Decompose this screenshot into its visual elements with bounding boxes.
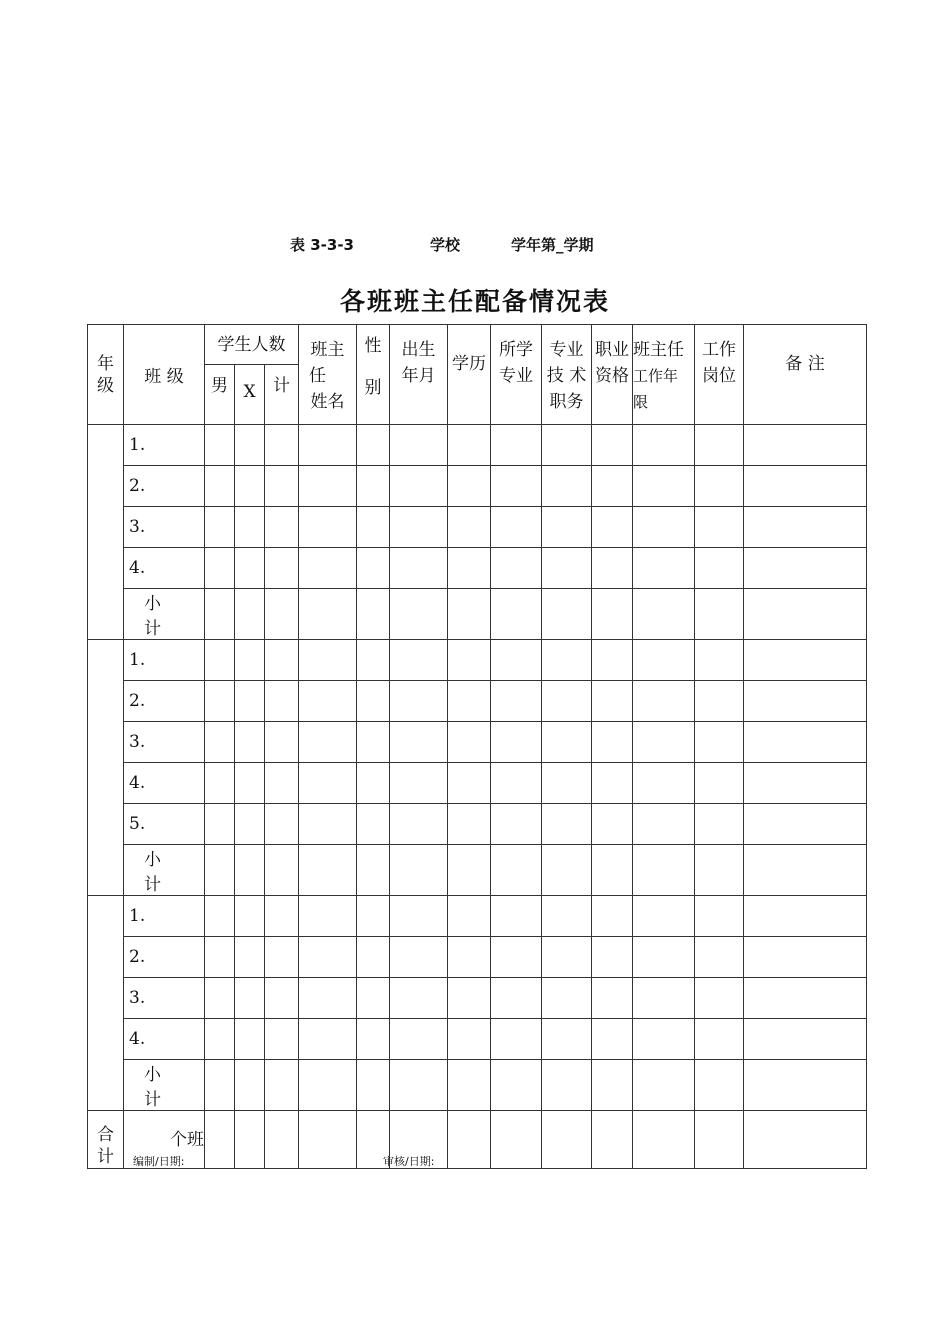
empty-cell [695, 763, 744, 804]
empty-cell [299, 1060, 357, 1111]
empty-cell [299, 507, 357, 548]
empty-cell [542, 804, 592, 845]
table-row [88, 937, 867, 978]
empty-cell [235, 466, 265, 507]
class-number: 1. [124, 896, 205, 937]
grade-cell [88, 640, 124, 896]
empty-cell [633, 1019, 695, 1060]
empty-cell [390, 1019, 448, 1060]
empty-cell [235, 937, 265, 978]
col-gender: 性 别 [357, 325, 390, 425]
empty-cell [205, 681, 235, 722]
empty-cell [205, 507, 235, 548]
table-subtitle [0, 234, 950, 258]
empty-cell [235, 804, 265, 845]
empty-cell [542, 937, 592, 978]
empty-cell [491, 722, 542, 763]
empty-cell [390, 640, 448, 681]
empty-cell [357, 1019, 390, 1060]
empty-cell [357, 722, 390, 763]
empty-cell [299, 589, 357, 640]
col-class: 班 级 [124, 325, 205, 425]
empty-cell [542, 640, 592, 681]
school-label: 学校 [430, 236, 461, 254]
empty-cell [491, 1111, 542, 1169]
empty-cell [491, 681, 542, 722]
empty-cell [695, 845, 744, 896]
empty-cell [633, 763, 695, 804]
empty-cell [744, 804, 867, 845]
empty-cell [265, 466, 299, 507]
empty-cell [592, 978, 633, 1019]
empty-cell [695, 1019, 744, 1060]
empty-cell [633, 425, 695, 466]
empty-cell [205, 1019, 235, 1060]
empty-cell [695, 507, 744, 548]
empty-cell [744, 978, 867, 1019]
empty-cell [448, 896, 491, 937]
empty-cell [633, 804, 695, 845]
empty-cell [357, 937, 390, 978]
empty-cell [592, 548, 633, 589]
col-male: 男 [205, 365, 235, 425]
empty-cell [205, 1060, 235, 1111]
empty-cell [744, 507, 867, 548]
empty-cell [265, 845, 299, 896]
grade-cell [88, 896, 124, 1111]
empty-cell [592, 937, 633, 978]
col-grade: 年 级 [88, 325, 124, 425]
empty-cell [695, 937, 744, 978]
empty-cell [542, 425, 592, 466]
empty-cell [633, 1060, 695, 1111]
empty-cell [235, 1019, 265, 1060]
empty-cell [205, 425, 235, 466]
empty-cell [542, 763, 592, 804]
empty-cell [744, 1111, 867, 1169]
empty-cell [235, 845, 265, 896]
empty-cell [299, 425, 357, 466]
empty-cell [357, 681, 390, 722]
empty-cell [265, 640, 299, 681]
class-number: 3. [124, 722, 205, 763]
col-major: 所学 专业 [491, 325, 542, 425]
table-row [88, 548, 867, 589]
empty-cell [448, 845, 491, 896]
table-row [88, 425, 867, 466]
empty-cell [491, 1019, 542, 1060]
empty-cell [744, 589, 867, 640]
empty-cell [633, 466, 695, 507]
empty-cell [744, 425, 867, 466]
teacher-allocation-table [87, 324, 867, 1169]
empty-cell [448, 681, 491, 722]
empty-cell [235, 589, 265, 640]
empty-cell [633, 845, 695, 896]
empty-cell [205, 640, 235, 681]
empty-cell [390, 507, 448, 548]
empty-cell [265, 722, 299, 763]
empty-cell [448, 763, 491, 804]
empty-cell [542, 722, 592, 763]
class-number: 4. [124, 548, 205, 589]
empty-cell [542, 845, 592, 896]
empty-cell [205, 937, 235, 978]
empty-cell [205, 763, 235, 804]
empty-cell [695, 722, 744, 763]
empty-cell [265, 589, 299, 640]
empty-cell [235, 681, 265, 722]
class-count-label: 个班 [124, 1111, 205, 1169]
empty-cell [542, 896, 592, 937]
empty-cell [542, 507, 592, 548]
empty-cell [299, 466, 357, 507]
col-remarks: 备 注 [744, 325, 867, 425]
empty-cell [744, 937, 867, 978]
empty-cell [265, 507, 299, 548]
col-education: 学历 [448, 325, 491, 425]
empty-cell [265, 548, 299, 589]
empty-cell [390, 425, 448, 466]
empty-cell [633, 640, 695, 681]
empty-cell [695, 681, 744, 722]
col-post: 工作 岗位 [695, 325, 744, 425]
class-number: 2. [124, 937, 205, 978]
empty-cell [542, 589, 592, 640]
class-number: 1. [124, 640, 205, 681]
header-row-1 [88, 325, 867, 365]
col-tech-title: 专业 技 术 职务 [542, 325, 592, 425]
empty-cell [265, 978, 299, 1019]
class-number: 5. [124, 804, 205, 845]
prepared-by-label: 编制/日期: [133, 1155, 185, 1168]
empty-cell [695, 896, 744, 937]
empty-cell [491, 425, 542, 466]
empty-cell [390, 763, 448, 804]
empty-cell [491, 589, 542, 640]
empty-cell [542, 466, 592, 507]
grade-cell [88, 425, 124, 640]
empty-cell [357, 804, 390, 845]
empty-cell [357, 896, 390, 937]
grand-total-row [88, 1111, 867, 1169]
empty-cell [744, 466, 867, 507]
col-qualification: 职业 资格 [592, 325, 633, 425]
empty-cell [491, 507, 542, 548]
empty-cell [357, 589, 390, 640]
empty-cell [265, 937, 299, 978]
empty-cell [448, 722, 491, 763]
empty-cell [491, 896, 542, 937]
empty-cell [299, 845, 357, 896]
empty-cell [448, 804, 491, 845]
empty-cell [448, 1060, 491, 1111]
empty-cell [744, 681, 867, 722]
class-number: 1. [124, 425, 205, 466]
empty-cell [448, 1111, 491, 1169]
empty-cell [265, 1111, 299, 1169]
empty-cell [633, 548, 695, 589]
empty-cell [542, 681, 592, 722]
empty-cell [390, 804, 448, 845]
empty-cell [357, 845, 390, 896]
empty-cell [491, 1060, 542, 1111]
subtotal-label: 小 计 [124, 845, 205, 896]
empty-cell [744, 640, 867, 681]
empty-cell [542, 978, 592, 1019]
empty-cell [265, 1019, 299, 1060]
empty-cell [448, 548, 491, 589]
empty-cell [299, 1111, 357, 1169]
empty-cell [695, 425, 744, 466]
table-row [88, 466, 867, 507]
empty-cell [235, 640, 265, 681]
subtotal-row [88, 589, 867, 640]
empty-cell [357, 425, 390, 466]
empty-cell [299, 763, 357, 804]
empty-cell [633, 896, 695, 937]
empty-cell [205, 845, 235, 896]
empty-cell [265, 896, 299, 937]
class-number: 2. [124, 466, 205, 507]
empty-cell [357, 548, 390, 589]
empty-cell [265, 1060, 299, 1111]
empty-cell [744, 845, 867, 896]
empty-cell [205, 589, 235, 640]
empty-cell [235, 425, 265, 466]
empty-cell [390, 845, 448, 896]
class-number: 3. [124, 507, 205, 548]
empty-cell [448, 640, 491, 681]
term-label: 学年第_学期 [511, 236, 594, 254]
empty-cell [491, 466, 542, 507]
empty-cell [448, 425, 491, 466]
empty-cell [542, 1111, 592, 1169]
table-row [88, 978, 867, 1019]
empty-cell [592, 681, 633, 722]
table-number: 表 3-3-3 [290, 236, 354, 254]
table-row [88, 763, 867, 804]
empty-cell [448, 507, 491, 548]
empty-cell [265, 804, 299, 845]
empty-cell [695, 466, 744, 507]
empty-cell [299, 722, 357, 763]
reviewed-by-label: 审核/日期: [383, 1155, 435, 1168]
empty-cell [633, 722, 695, 763]
empty-cell [205, 548, 235, 589]
empty-cell [592, 896, 633, 937]
table-row [88, 1019, 867, 1060]
empty-cell [491, 937, 542, 978]
empty-cell [235, 763, 265, 804]
empty-cell [235, 507, 265, 548]
empty-cell [390, 722, 448, 763]
empty-cell [592, 1019, 633, 1060]
empty-cell [542, 1060, 592, 1111]
empty-cell [265, 681, 299, 722]
empty-cell [265, 763, 299, 804]
empty-cell [744, 548, 867, 589]
subtotal-label: 小计 [124, 1060, 205, 1111]
empty-cell [491, 640, 542, 681]
empty-cell [235, 978, 265, 1019]
subtotal-row [88, 1060, 867, 1111]
empty-cell [299, 548, 357, 589]
empty-cell [592, 589, 633, 640]
class-number: 2. [124, 681, 205, 722]
empty-cell [695, 978, 744, 1019]
empty-cell [357, 1060, 390, 1111]
empty-cell [542, 1019, 592, 1060]
empty-cell [633, 681, 695, 722]
table-row [88, 640, 867, 681]
empty-cell [357, 763, 390, 804]
empty-cell [491, 548, 542, 589]
empty-cell [357, 978, 390, 1019]
empty-cell [205, 722, 235, 763]
empty-cell [592, 804, 633, 845]
col-years: 班主任 工作年 限 [633, 325, 695, 425]
empty-cell [235, 722, 265, 763]
empty-cell [592, 425, 633, 466]
table-row [88, 896, 867, 937]
empty-cell [390, 1060, 448, 1111]
empty-cell [491, 763, 542, 804]
empty-cell [448, 937, 491, 978]
col-students: 学生人数 [205, 325, 299, 365]
col-teacher-name: 班主 任 姓名 [299, 325, 357, 425]
empty-cell [592, 763, 633, 804]
empty-cell [357, 466, 390, 507]
empty-cell [235, 1111, 265, 1169]
grand-total-label: 合 计 [88, 1111, 124, 1169]
empty-cell [299, 937, 357, 978]
empty-cell [357, 507, 390, 548]
empty-cell [235, 1060, 265, 1111]
empty-cell [592, 1060, 633, 1111]
empty-cell [592, 722, 633, 763]
table-row [88, 507, 867, 548]
col-total: 计 [265, 365, 299, 425]
empty-cell [633, 589, 695, 640]
empty-cell [542, 548, 592, 589]
empty-cell [299, 896, 357, 937]
empty-cell [235, 548, 265, 589]
empty-cell [265, 425, 299, 466]
empty-cell [592, 845, 633, 896]
empty-cell [299, 640, 357, 681]
table-row [88, 681, 867, 722]
empty-cell [695, 1111, 744, 1169]
empty-cell [390, 681, 448, 722]
empty-cell [633, 507, 695, 548]
table-row [88, 804, 867, 845]
empty-cell [205, 804, 235, 845]
empty-cell [390, 548, 448, 589]
empty-cell [299, 804, 357, 845]
empty-cell [744, 722, 867, 763]
empty-cell [390, 978, 448, 1019]
empty-cell [448, 1019, 491, 1060]
empty-cell [205, 978, 235, 1019]
table-row [88, 722, 867, 763]
empty-cell [695, 804, 744, 845]
class-number: 3. [124, 978, 205, 1019]
empty-cell [390, 937, 448, 978]
class-number: 4. [124, 1019, 205, 1060]
empty-cell [592, 1111, 633, 1169]
empty-cell [205, 466, 235, 507]
empty-cell [491, 978, 542, 1019]
empty-cell [299, 1019, 357, 1060]
page-title: 各班班主任配备情况表 [339, 287, 610, 316]
empty-cell [695, 640, 744, 681]
empty-cell [448, 589, 491, 640]
empty-cell [448, 978, 491, 1019]
empty-cell [390, 466, 448, 507]
col-female: X [235, 365, 265, 425]
empty-cell [299, 978, 357, 1019]
empty-cell [633, 1111, 695, 1169]
empty-cell [235, 896, 265, 937]
empty-cell [592, 507, 633, 548]
empty-cell [491, 845, 542, 896]
empty-cell [592, 640, 633, 681]
empty-cell [695, 1060, 744, 1111]
empty-cell [695, 589, 744, 640]
empty-cell [695, 548, 744, 589]
col-birth: 出生 年月 [390, 325, 448, 425]
subtotal-row [88, 845, 867, 896]
empty-cell [592, 466, 633, 507]
empty-cell [205, 1111, 235, 1169]
empty-cell [744, 1019, 867, 1060]
empty-cell [633, 937, 695, 978]
empty-cell [205, 896, 235, 937]
empty-cell [357, 640, 390, 681]
subtotal-label: 小 计 [124, 589, 205, 640]
class-number: 4. [124, 763, 205, 804]
empty-cell [299, 681, 357, 722]
empty-cell [744, 1060, 867, 1111]
empty-cell [744, 763, 867, 804]
empty-cell [744, 896, 867, 937]
empty-cell [390, 589, 448, 640]
empty-cell [633, 978, 695, 1019]
empty-cell [390, 896, 448, 937]
empty-cell [491, 804, 542, 845]
empty-cell [448, 466, 491, 507]
